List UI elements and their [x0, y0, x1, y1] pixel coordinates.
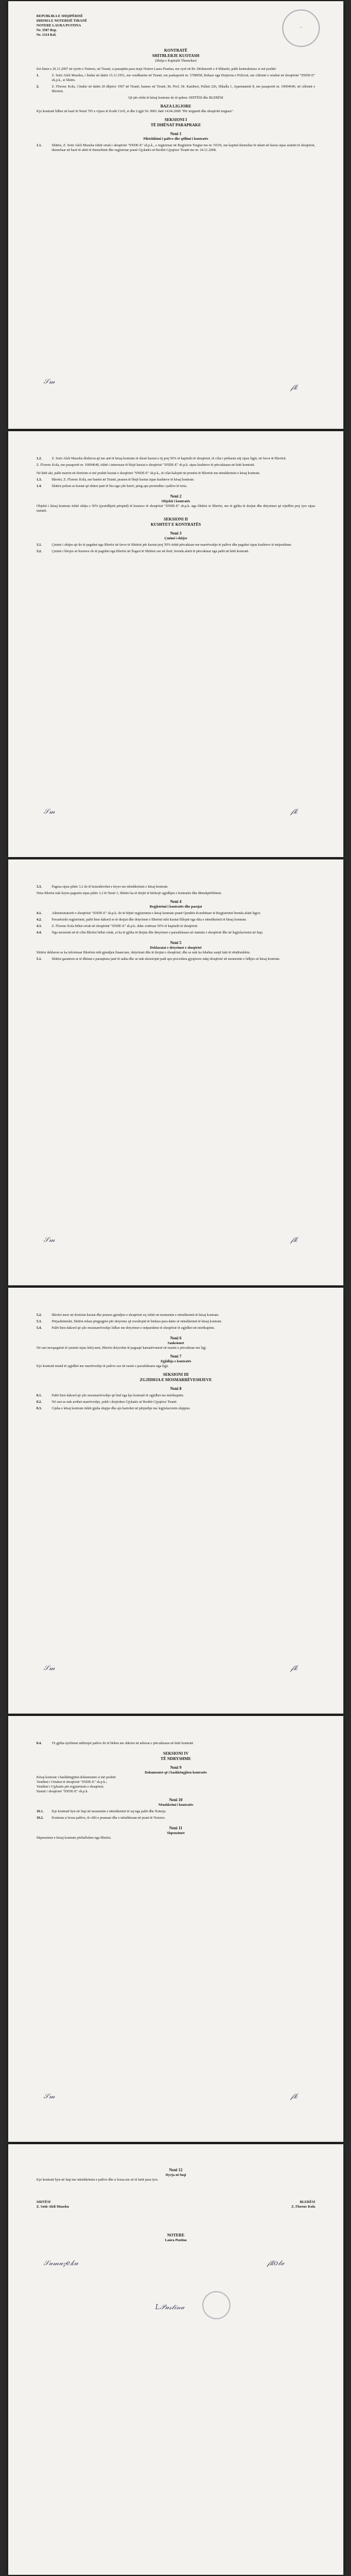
section-1-title: SEKSIONI I	[164, 117, 188, 122]
article-5-text: Shitësi deklaron se ka informuar Blerësin mbi gjendjen financiare, detyrimet dhe të drejtat e shoqërisë, dhe se nuk ka fshehur asnjë fakt të rëndësishëm.	[36, 951, 250, 955]
header-line: Nr. 3507 Rep.	[36, 29, 57, 32]
seller-name: Z. Sotir Aleli Muzeku	[36, 2205, 69, 2209]
article-12-subtitle: Hyrja në fuqi	[165, 2174, 186, 2177]
section-2-subtitle: KUSHTET E KONTRATËS	[151, 522, 201, 527]
signature-mark: 𝒮𝓂	[44, 377, 55, 385]
article-11-title: Neni 11	[169, 1826, 183, 1831]
article-7-subtitle: Zgjidhja e kontratës	[160, 1360, 192, 1363]
intro-text: Sot linen e 20.11.2007 në zyrën e Noteres, në Tiranë, u paraqitën para meje Notere Laura Pustina, me zyrë në Rr. Dëshmorët e 4 Shkurtit, palët kontraktuese si më poshtë:	[36, 68, 277, 71]
notary-stamp-icon	[202, 2291, 230, 2319]
article-11-subtitle: Shpenzimet	[167, 1832, 185, 1835]
article-11-text: Shpenzimet e kësaj kontrate përballohen nga Blerësi.	[36, 1836, 112, 1840]
notary-name: Laura Pustina	[165, 2239, 187, 2242]
article-3-subtitle: Çmimi i shitjes	[164, 537, 188, 540]
signature-mark: 𝒮𝓂	[44, 1235, 55, 1244]
party-1: 1. Z. Sotir Aleli Muzeku, i lindur në datën 15.11.1951, me vendbanim në Tiranë, me pashaportë nr. 3708058, lëshuar nga Drejtoria e Policisë, me cilësinë e ortakut në shoqërinë "SNDE-E" sh.p.k., si Shitës.	[36, 74, 315, 82]
article-9-subtitle: Dokumentet që i bashkëngjiten kontratës	[145, 1771, 207, 1775]
header-line: NOTERE LAURA PUSTINA	[36, 24, 81, 28]
paragraph: Z. Florenc Kola, me pasaportë nr. 10004640, është i interesuar të blejë kuotat e shoqërisë "SNDE-E" sh.p.k. sipas kushteve të përcaktuara në këtë kontratë.	[36, 464, 255, 467]
article-4-title: Neni 4	[170, 899, 182, 904]
document-page-5	[8, 1716, 343, 2142]
clause-5-1: 5.1. Shitësi garanton se të dhënat e paraqitura janë të sakta dhe se nuk ekzistojnë padi apo procedura gjyqësore ndaj shoqërisë në momentin e lidhjes së kësaj kontrate.	[36, 958, 280, 961]
article-1-title: Neni 1	[170, 132, 182, 136]
clause-3-1: 3.1. Çmimi i shitjes që do të paguhet nga Blerësi në favor të Shitësit për kuotat prej 50% është përcaktuar me marrëveshje të palëve dhe paguhet sipas kushteve të mëposhtme.	[36, 543, 292, 547]
article-12-title: Neni 12	[169, 2168, 183, 2172]
notary-signature: 𝐿𝒫𝓊𝓈𝓉𝒾𝓃𝒶	[155, 2303, 185, 2311]
signature-mark: 𝒻𝓀	[290, 1235, 297, 1244]
article-3-title: Neni 3	[170, 531, 182, 536]
seller-label: SHITËSI	[36, 2201, 51, 2204]
clause-4-1: 4.1. Administratorët e shoqërisë "SNDE-E" sh.p.k. do të bëjnë regjistrimin e kësaj kontrate pranë Qendrës Kombëtare të Regjistrimit brenda afatit ligjor.	[36, 912, 261, 915]
clause-4-2: 4.2. Pavarësisht regjistrimit, palët bien dakord se të drejtat dhe detyrimet e Blerësit mbi kuotat fillojnë nga dita e nënshkrimit të kësaj kontrate.	[36, 918, 247, 922]
article-2-subtitle: Objekti i kontratës	[161, 500, 190, 503]
section-3-title: SEKSIONI III	[163, 1372, 189, 1377]
list-item: Vendimi i Gjykatës për regjistrimin e shoqërisë;	[36, 1785, 104, 1789]
clause-10-2: 10.2. Kontrata u lexua palëve, të cilët e pranuan dhe e nënshkruan në prani të Noteres.	[36, 1816, 166, 1820]
document-page-6	[8, 2144, 343, 2575]
clause-1-4: 1.4. Shitësi pohon se kuotat që shiten janë të lira nga çdo barrë, peng apo pretendim i palëve të treta.	[36, 485, 188, 488]
contract-title: KONTRATË	[164, 48, 188, 53]
clause-3-2: 3.2. Çmimi i blerjes së kuotave do të paguhet nga Blerësi në llogari të Shitësit ose në dorë, brenda afatit të përcaktuar nga palët në këtë kontratë.	[36, 550, 249, 553]
notary-seal-icon: ●	[282, 9, 320, 47]
section-1-subtitle: TË DHËNAT PARAPRAKE	[151, 123, 201, 127]
signature-mark: 𝒮𝓂	[44, 807, 55, 815]
clause-4-3: 4.3. Z. Florenc Kola bëhet ortak në shoqërinë "SNDE-E" sh.p.k. duke zotëruar 50% të kapitalit të shoqërisë.	[36, 925, 198, 928]
page-4-body	[36, 1311, 315, 1413]
clause-1-3: 1.3. Blerësi, Z. Florenc Kola, me banim në Tiranë, pranon të blejë kuotat sipas kushteve të kësaj kontrate.	[36, 478, 195, 482]
party-2: 2. Z. Florenc Kola, i lindur në datën 20 dhjetor 1967 në Tiranë, banues në Tiranë, Rr. Prof. Dr. Kamberi, Pallati 226, Shkalla 1, Apartamenti 8, me pasaportë nr. 10004640, në cilësinë e Blerësit.	[36, 85, 315, 93]
paragraph: Nëse Blerësi nuk kryen pagesën sipas pikës 3.2 të Nenit 3, Shitësi ka të drejtë të kërkojë zgjidhjen e kontratës dhe dëmshpërblimin.	[36, 892, 222, 895]
legal-basis-title: BAZA LIGJORE	[160, 104, 192, 109]
article-9-title: Neni 9	[170, 1765, 182, 1770]
document-page-2	[8, 431, 343, 857]
signature-labels	[36, 2200, 315, 2205]
section-3-subtitle: ZGJIDHJA E MOSMARRËVESHJEVE	[139, 1378, 212, 1382]
buyer-name: Z. Florenc Kola	[291, 2205, 315, 2209]
article-8-title: Neni 8	[170, 1386, 182, 1391]
clause-5-3: 5.3. Përjashtimisht, Shitësi mban përgjegjësi për detyrime që rezultojnë të lindura para datës së nënshkrimit të kësaj kontrate.	[36, 1320, 222, 1324]
clause-1-2: 1.2. Z. Sotir Aleli Muzeku dëshiron që me anë të kësaj kontrate të shesë kuotat e tij prej 50% të kapitalit të shoqërisë, të cilat i përkasin atij sipas ligjit, në favor të Blerësit.	[36, 457, 287, 461]
clause-4-4: 4.4. Nga momenti në të cilin Blerësi bëhet ortak, ai ka të gjitha të drejtat dhe detyrimet e parashikuara në statutin e shoqërisë dhe në legjislacionin në fuqi.	[36, 931, 263, 935]
article-12-text: Kjo kontratë hyn në fuqi me nënshkrimin e palëve dhe u lexua me zë të lartë para tyre.	[36, 2178, 159, 2182]
signature-mark: 𝒻𝓀	[290, 383, 297, 391]
contract-note: (Shitja e Kapitalit Themeltar)	[155, 59, 197, 63]
clause-8-2: 8.2. Në rast se nuk arrihet marrëveshje, palët i drejtohen Gjykatës së Rrethit Gjyqësor Tiranë.	[36, 1400, 178, 1404]
document-page-4	[8, 1288, 343, 1714]
document-page-1	[8, 1, 343, 429]
article-5-title: Neni 5	[170, 941, 182, 945]
notary-label: NOTERE	[167, 2233, 185, 2238]
article-6-subtitle: Sanksionet	[167, 1342, 184, 1345]
article-5-subtitle: Deklaratat e detyrimet e shoqërisë	[150, 946, 202, 950]
article-4-subtitle: Regjistrimi i kontratës dhe pasojat	[149, 905, 202, 909]
article-2-text: Objekti i kësaj kontrate është shitja e 50% (pesëdhjetë përqind) të kuotave të shoqërisë "SNDE-E" sh.p.k. nga Shitësi te Blerësi, me të gjitha të drejtat dhe detyrimet që rrjedhin prej tyre sipas statutit.	[36, 505, 315, 513]
signature-names	[36, 2205, 315, 2209]
header-line: DHOMA E NOTERISË TIRANË	[36, 19, 88, 23]
clause-8-4: 8.4. Të gjitha njoftimet ndërmjet palëve do të bëhen me shkrim në adresat e përcaktuara në këtë kontratë.	[36, 1742, 194, 1745]
signature-mark: 𝒻𝓀	[290, 1664, 297, 1672]
section-2-title: SEKSIONI II	[163, 517, 188, 522]
document-page-3	[8, 859, 343, 1285]
list-item: Statuti i shoqërisë "SNDE-E" sh.p.k.	[36, 1790, 89, 1794]
clause-8-3: 8.3. Gjuha e kësaj kontrate është gjuha shqipe dhe ajo hartohet në përputhje me legjislacionin shqiptar.	[36, 1407, 190, 1410]
article-7-text: Kjo kontratë mund të zgjidhet me marrëveshje të palëve ose në rastet e parashikuara nga ligji.	[36, 1365, 169, 1368]
article-10-subtitle: Nënshkrimi i kontratës	[158, 1803, 193, 1807]
article-1-subtitle: Pikëshikimi i palëve dhe qëllimi i kontratës	[143, 137, 209, 141]
article-7-title: Neni 7	[170, 1354, 182, 1359]
section-4-subtitle: TË NDRYSHME	[161, 1756, 191, 1761]
legal-basis-text: Kjo kontratë lidhet në bazë të Nenit 705 e vijues të Kodit Civil, si dhe Ligjit Nr. 9901 datë 14.04.2008 "Për tregtarët dhe shoqëritë tregtare".	[36, 110, 234, 113]
article-10-title: Neni 10	[169, 1798, 183, 1802]
signature-mark: 𝒻𝓀	[290, 807, 297, 815]
clause-3-3: 3.3. Pagesa sipas pikës 3.2 do të konsiderohet e kryer me nënshkrimin e kësaj kontrate.	[36, 885, 169, 889]
article-9-text: Kësaj kontrate i bashkëngjiten dokumentet si më poshtë:	[36, 1776, 116, 1779]
buyer-signature: 𝒻𝓀𝑜𝓁𝒶	[267, 2259, 285, 2267]
notary-header	[36, 14, 87, 38]
page-1-body	[36, 48, 315, 155]
clause-5-2: 5.2. Blerësi merr në dorëzim kuotat dhe pranon gjendjen e shoqërisë siç është në momentin e nënshkrimit të kësaj kontrate.	[36, 1314, 220, 1317]
signature-mark: 𝒻𝓀	[290, 2092, 297, 2100]
page-6-body	[36, 2168, 315, 2243]
article-6-text: Në rast mospagimit të çmimit sipas këtij neni, Blerësi detyrohet të paguajë kamatëvonesë në masën e përcaktuar me ligj.	[36, 1346, 207, 1350]
page-2-body	[36, 455, 315, 556]
clause-8-1: 8.1. Palët bien dakord që çdo mosmarrëveshje që lind nga kjo kontratë të zgjidhet me mirëkuptim.	[36, 1394, 185, 1398]
roles-text: Që për efekt të kësaj kontrate do të quhen: SHITËSI dhe BLERËSI	[128, 96, 223, 100]
page-5-body	[36, 1739, 315, 1841]
contract-subtitle: SHITBLERJE KUOTASH	[152, 53, 200, 58]
article-6-title: Neni 6	[170, 1336, 182, 1341]
list-item: Vendimi i Ortakut të shoqërisë "SNDE-E" sh.p.k.;	[36, 1781, 108, 1784]
clause-10-1: 10.1. Kjo kontratë hyn në fuqi në momentin e nënshkrimit të saj nga palët dhe Noterja.	[36, 1810, 166, 1813]
header-line: REPUBLIKA E SHQIPËRISË	[36, 15, 83, 18]
seller-signature: 𝒮𝒶𝓂𝓊𝓏𝑒𝓀𝓊	[44, 2259, 78, 2267]
header-line: Nr. 1314 Kol.	[36, 33, 56, 37]
page-3-body	[36, 883, 315, 963]
buyer-label: BLERËSI	[299, 2201, 315, 2204]
article-2-title: Neni 2	[170, 494, 182, 499]
signature-mark: 𝒮𝓂	[44, 2092, 55, 2100]
section-4-title: SEKSIONI IV	[163, 1751, 189, 1756]
clause-1-1: 1.1. Shitësi, Z. Sotir Aleli Muzeku është ortak i shoqërisë "SNDE-E" sh.p.k., e regjistruar në Regjistrin Tregtar me nr. NUIS, me kapital themeltar të ndarë në kuota sipas statutit të shoqërisë, themeluar në bazë të aktit të themelimit dhe regjistruar pranë Gjykatës së Rrethit Gjyqësor Tiranë me nr. 24.11.2008.	[36, 144, 315, 152]
clause-5-4: 5.4. Palët bien dakord që çdo mosmarrëveshje lidhur me detyrimet e mëparshme të shoqërisë të zgjidhet në mirëkuptim.	[36, 1326, 215, 1330]
paragraph: Në këtë akt, palët marrin në dorëzim si më poshtë kuotat e shoqërisë "SNDE-E" sh.p.k., të cilat kalojnë në pronësi të Blerësit me nënshkrimin e kësaj kontrate.	[36, 472, 260, 475]
signature-mark: 𝒮𝓂	[44, 1664, 55, 1672]
